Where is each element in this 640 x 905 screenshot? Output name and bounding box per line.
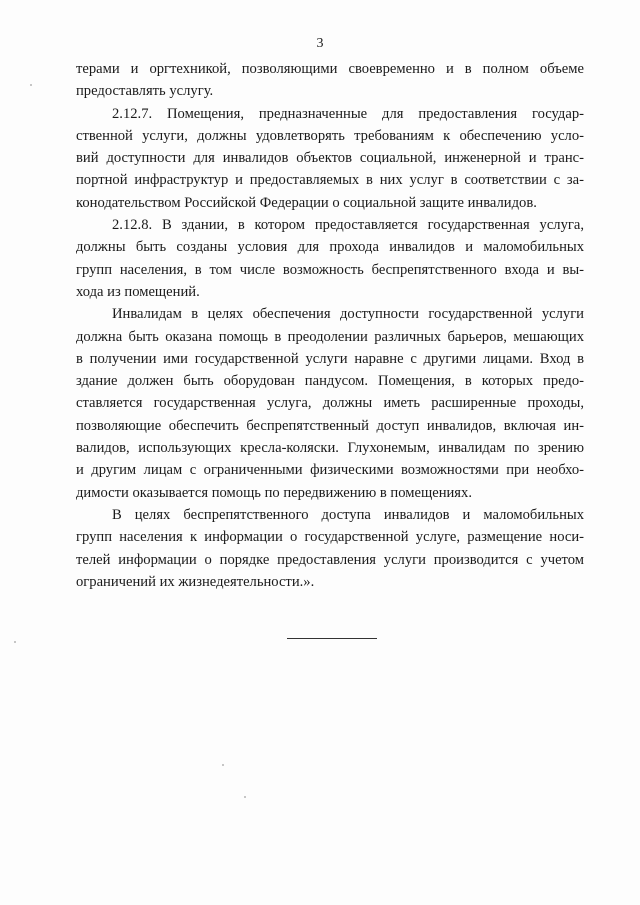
text-line: конодательством Российской Федерации о социальной защите инвалидов. bbox=[76, 194, 537, 211]
text-line: групп населения, в том числе возможность беспрепятственного входа и вы- bbox=[76, 261, 584, 278]
text-line: и другим лицам с ограниченными физическими возможностями при необхо- bbox=[76, 462, 584, 479]
text-line: позволяющие обеспечить беспрепятственный доступ инвалидов, включая ин- bbox=[76, 417, 584, 434]
text-line: 2.12.8. В здании, в котором предоставляется государственная услуга, bbox=[112, 217, 584, 234]
text-line: должны быть созданы условия для прохода инвалидов и маломобильных bbox=[76, 239, 584, 256]
text-line: должна быть оказана помощь в преодолении различных барьеров, мешающих bbox=[76, 328, 584, 345]
scan-speck bbox=[244, 796, 246, 798]
text-line: терами и оргтехникой, позволяющими своевременно и в полном объеме bbox=[76, 61, 584, 77]
scan-speck bbox=[222, 764, 224, 766]
text-line: валидов, использующих кресла-коляски. Глухонемым, инвалидам по зрению bbox=[76, 440, 584, 457]
scan-speck bbox=[30, 84, 32, 86]
text-line: 2.12.7. Помещения, предназначенные для предоставления государ- bbox=[112, 105, 584, 122]
text-line: телей информации о порядке предоставления услуги производится с учетом bbox=[76, 551, 584, 568]
text-line: в получении ими государственной услуги наравне с другими лицами. Вход в bbox=[76, 350, 584, 367]
text-line: димости оказывается помощь по передвижению в помещениях. bbox=[76, 484, 472, 501]
text-line: В целях беспрепятственного доступа инвалидов и маломобильных bbox=[112, 506, 584, 523]
text-line: вий доступности для инвалидов объектов социальной, инженерной и транс- bbox=[76, 150, 584, 167]
text-line: ограничений их жизнедеятельности.». bbox=[76, 573, 315, 590]
text-line: хода из помещений. bbox=[76, 283, 200, 300]
scan-speck bbox=[14, 641, 16, 643]
text-line: ственной услуги, должны удовлетворять требованиям к обеспечению усло- bbox=[76, 127, 584, 144]
text-line: предоставлять услугу. bbox=[76, 83, 214, 100]
document-body bbox=[76, 58, 584, 593]
text-line: Инвалидам в целях обеспечения доступности государственной услуги bbox=[112, 306, 584, 323]
text-line: здание должен быть оборудован пандусом. Помещения, в которых предо- bbox=[76, 373, 584, 390]
text-line: ставляется государственная услуга, должны иметь расширенные проходы, bbox=[76, 395, 584, 412]
text-line: портной инфраструктур и предоставляемых в них услуг в соответствии с за- bbox=[76, 172, 584, 189]
page-number: 3 bbox=[316, 36, 324, 51]
text-line: групп населения к информации о государственной услуге, размещение носи- bbox=[76, 529, 584, 546]
closing-divider-line bbox=[287, 638, 377, 639]
